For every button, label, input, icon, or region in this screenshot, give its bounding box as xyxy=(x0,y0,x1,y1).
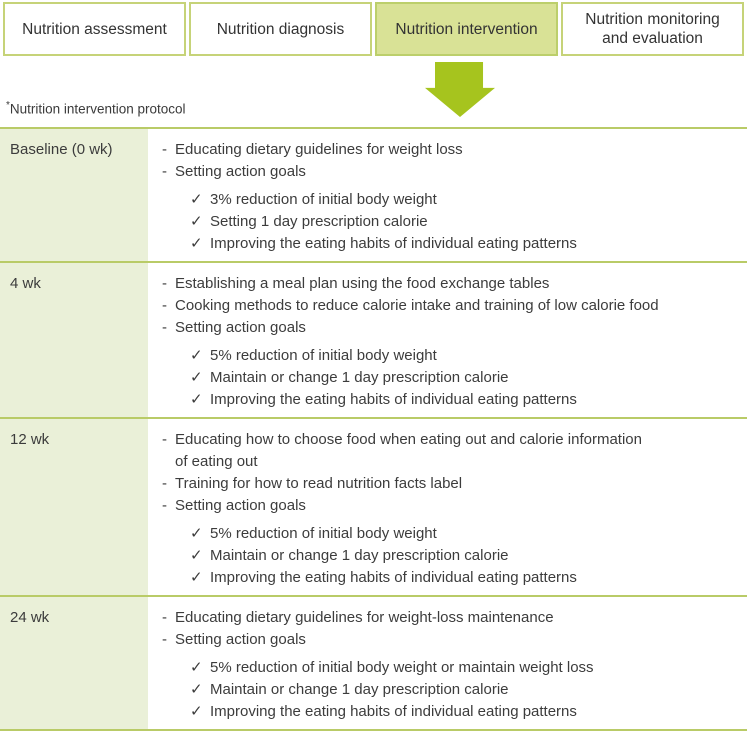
caption-text: Nutrition intervention protocol xyxy=(9,101,186,117)
protocol-table xyxy=(0,127,747,731)
tab-nutrition-monitoring-evaluation xyxy=(561,2,744,56)
table-row xyxy=(0,261,747,417)
check-icon: ✓ xyxy=(190,213,203,230)
goal-item: ✓ Maintain or change 1 day prescription calorie xyxy=(190,679,739,701)
check-icon: ✓ xyxy=(190,547,203,564)
table-row xyxy=(0,595,747,729)
check-icon: ✓ xyxy=(190,369,203,386)
down-arrow-icon xyxy=(425,62,495,117)
protocol-item: - Setting action goals xyxy=(162,161,739,183)
asterisk: * xyxy=(6,100,10,111)
dash-marker: - xyxy=(162,475,167,492)
goal-item: ✓ 5% reduction of initial body weight xyxy=(190,345,739,367)
goal-item: ✓ Improving the eating habits of individual eating patterns xyxy=(190,701,739,723)
goal-item: ✓ 5% reduction of initial body weight or maintain weight loss xyxy=(190,657,739,679)
goal-item: ✓ Maintain or change 1 day prescription calorie xyxy=(190,545,739,567)
goal-item: ✓ Setting 1 day prescription calorie xyxy=(190,211,739,233)
protocol-item: - Setting action goals xyxy=(162,317,739,339)
dash-marker: - xyxy=(162,609,167,626)
period-cell: Baseline (0 wk) xyxy=(0,129,148,261)
protocol-item: - Setting action goals xyxy=(162,629,739,651)
protocol-item: - Educating dietary guidelines for weight loss xyxy=(162,139,739,161)
figure-caption xyxy=(6,100,186,117)
check-icon: ✓ xyxy=(190,347,203,364)
process-step-bar xyxy=(3,2,744,56)
goal-item: ✓ Improving the eating habits of individual eating patterns xyxy=(190,389,739,411)
dash-marker: - xyxy=(162,497,167,514)
indent-spacer xyxy=(162,451,175,473)
goal-item: ✓ 5% reduction of initial body weight xyxy=(190,523,739,545)
check-icon: ✓ xyxy=(190,659,203,676)
check-icon: ✓ xyxy=(190,703,203,720)
tab-label: Nutrition diagnosis xyxy=(216,20,345,38)
check-icon: ✓ xyxy=(190,525,203,542)
check-icon: ✓ xyxy=(190,681,203,698)
tab-nutrition-diagnosis xyxy=(189,2,372,56)
period-cell: 12 wk xyxy=(0,419,148,595)
dash-marker: - xyxy=(162,275,167,292)
dash-marker: - xyxy=(162,431,167,448)
dash-marker: - xyxy=(162,141,167,158)
check-icon: ✓ xyxy=(190,235,203,252)
protocol-item: - Educating dietary guidelines for weight-loss maintenance xyxy=(162,607,739,629)
protocol-item: - Training for how to read nutrition facts label xyxy=(162,473,739,495)
content-cell xyxy=(148,263,747,417)
dash-marker: - xyxy=(162,297,167,314)
goal-item: ✓ Improving the eating habits of individual eating patterns xyxy=(190,567,739,589)
period-cell: 4 wk xyxy=(0,263,148,417)
content-cell xyxy=(148,129,747,261)
tab-nutrition-assessment xyxy=(3,2,186,56)
period-cell: 24 wk xyxy=(0,597,148,729)
content-cell xyxy=(148,597,747,729)
tab-label: Nutrition intervention xyxy=(395,20,538,38)
check-icon: ✓ xyxy=(190,569,203,586)
tab-label: Nutrition monitoring and evaluation xyxy=(585,11,720,47)
goal-item: ✓ Improving the eating habits of individual eating patterns xyxy=(190,233,739,255)
dash-marker: - xyxy=(162,631,167,648)
dash-marker: - xyxy=(162,319,167,336)
protocol-item-continuation: of eating out xyxy=(162,451,739,473)
tab-label: Nutrition assessment xyxy=(22,20,167,38)
content-cell xyxy=(148,419,747,595)
check-icon: ✓ xyxy=(190,191,203,208)
check-icon: ✓ xyxy=(190,391,203,408)
protocol-item: - Cooking methods to reduce calorie intake and training of low calorie food xyxy=(162,295,739,317)
dash-marker: - xyxy=(162,163,167,180)
goal-item: ✓ Maintain or change 1 day prescription calorie xyxy=(190,367,739,389)
protocol-item: - Educating how to choose food when eating out and calorie information xyxy=(162,429,739,451)
tab-nutrition-intervention xyxy=(375,2,558,56)
goal-item: ✓ 3% reduction of initial body weight xyxy=(190,189,739,211)
protocol-item: - Establishing a meal plan using the food exchange tables xyxy=(162,273,739,295)
table-row xyxy=(0,417,747,595)
table-row xyxy=(0,127,747,261)
protocol-item: - Setting action goals xyxy=(162,495,739,517)
